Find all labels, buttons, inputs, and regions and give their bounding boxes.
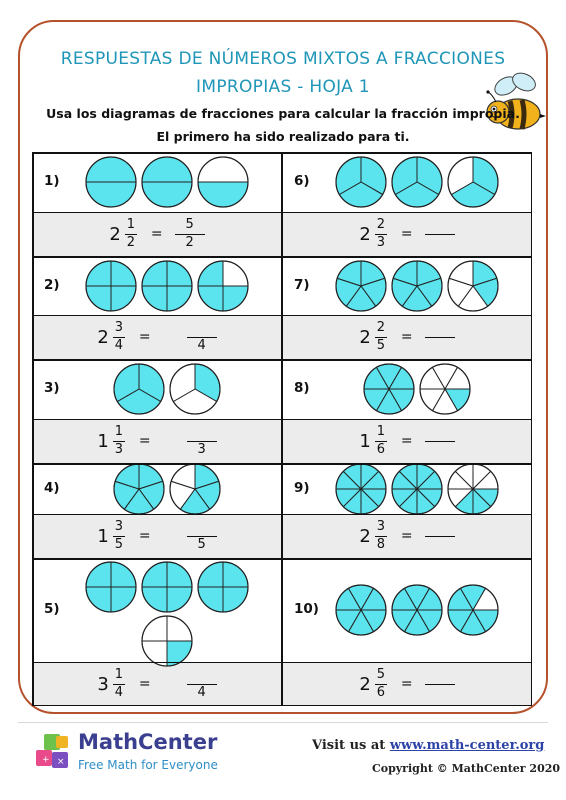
fraction-circle (446, 259, 500, 313)
equals-sign: = (400, 676, 413, 692)
whole-part: 1 (359, 430, 371, 452)
fraction-circle (84, 259, 138, 313)
brand-tagline: Free Math for Everyone (78, 758, 218, 772)
fraction-denominator: 5 (114, 537, 123, 552)
fraction-numerator: 1 (114, 667, 123, 682)
answer-denominator: 4 (197, 685, 206, 700)
fraction-numerator: 3 (114, 519, 123, 534)
fraction-circle (84, 155, 138, 209)
fraction-denominator: 4 (114, 685, 123, 700)
mixed-number-equation (32, 212, 282, 256)
fraction-diagram (84, 560, 250, 668)
mixed-number-equation (282, 662, 532, 706)
fraction-denominator: 8 (376, 537, 385, 552)
fraction-sector (142, 157, 192, 182)
answer-bar (425, 337, 455, 338)
problem-cell (32, 558, 282, 706)
fraction-circle (168, 462, 222, 516)
proper-fraction (113, 425, 125, 457)
fraction-denominator: 6 (376, 442, 385, 457)
fraction-denominator: 6 (376, 685, 385, 700)
whole-part: 2 (359, 525, 371, 547)
fraction-circle (140, 155, 194, 209)
problem-cell (282, 256, 532, 359)
worksheet-title-line2: IMPROPIAS - HOJA 1 (196, 77, 370, 97)
fraction-diagram (334, 155, 500, 209)
improper-fraction-answer (425, 328, 455, 346)
mixed-number-equation (32, 514, 282, 558)
grid-line (32, 359, 532, 361)
problem-cell (32, 359, 282, 463)
mixed-number-equation (32, 662, 282, 706)
proper-fraction (375, 520, 387, 552)
fraction-denominator: 5 (376, 338, 385, 353)
grid-line (32, 152, 34, 706)
problem-number: 4) (44, 479, 60, 496)
fraction-numerator: 1 (114, 424, 123, 439)
problem-number: 3) (44, 380, 60, 396)
grid-line (281, 152, 283, 706)
improper-fraction-answer (187, 321, 217, 353)
equals-sign: = (150, 226, 163, 242)
problem-cell (282, 463, 532, 558)
proper-fraction (125, 218, 137, 250)
mixed-number-equation (282, 419, 532, 463)
proper-fraction (113, 321, 125, 353)
fraction-circle (390, 583, 444, 637)
mixed-number-equation (32, 315, 282, 359)
fraction-circle (196, 560, 250, 614)
whole-part: 2 (109, 223, 121, 245)
mixed-number-equation (282, 212, 532, 256)
proper-fraction (375, 218, 387, 250)
problem-cell (32, 256, 282, 359)
improper-fraction-answer (425, 675, 455, 693)
instruction-line1: Usa los diagramas de fracciones para calcular la fracción impropia. (46, 106, 520, 121)
equals-sign: = (400, 329, 413, 345)
problem-cell (282, 152, 532, 256)
problem-number: 8) (294, 380, 310, 396)
fraction-circle (140, 560, 194, 614)
whole-part: 2 (359, 673, 371, 695)
fraction-sector (86, 157, 136, 182)
website-link[interactable]: www.math-center.org (389, 738, 545, 753)
problem-cell (282, 359, 532, 463)
grid-line (32, 212, 532, 213)
improper-fraction-answer (187, 425, 217, 457)
svg-text:×: × (57, 757, 65, 767)
proper-fraction (375, 321, 387, 353)
equals-sign: = (138, 433, 151, 449)
fraction-circle (418, 362, 472, 416)
problem-number: 1) (44, 173, 60, 189)
fraction-diagram (112, 362, 222, 416)
grid-line (32, 662, 532, 663)
fraction-denominator: 3 (114, 442, 123, 457)
fraction-circle (84, 560, 138, 614)
problem-number: 9) (294, 479, 310, 496)
proper-fraction (113, 668, 125, 700)
problem-number: 2) (44, 276, 60, 293)
improper-fraction-answer (425, 527, 455, 545)
fraction-numerator: 2 (376, 217, 385, 232)
grid-line (32, 315, 532, 316)
fraction-diagram (84, 259, 250, 313)
fraction-circle (390, 462, 444, 516)
equals-sign: = (138, 329, 151, 345)
equals-sign: = (400, 528, 413, 544)
fraction-diagram (334, 259, 500, 313)
visit-prefix: Visit us at (312, 738, 386, 753)
fraction-diagram (112, 462, 222, 516)
fraction-numerator: 5 (376, 667, 385, 682)
whole-part: 2 (359, 326, 371, 348)
grid-line (32, 419, 532, 420)
whole-part: 2 (97, 326, 109, 348)
fraction-numerator: 3 (376, 519, 385, 534)
problem-cell (32, 152, 282, 256)
answer-denominator: 3 (197, 442, 206, 457)
fraction-circle (390, 259, 444, 313)
equals-sign: = (138, 676, 151, 692)
fraction-numerator: 3 (114, 320, 123, 335)
fraction-diagram (334, 583, 500, 637)
fraction-numerator: 1 (126, 217, 135, 232)
mixed-number-equation (282, 514, 532, 558)
improper-fraction-answer (425, 225, 455, 243)
mixed-number-equation (282, 315, 532, 359)
problem-number: 5) (44, 601, 60, 617)
fraction-circle (334, 583, 388, 637)
fraction-denominator: 3 (376, 235, 385, 250)
fraction-sector (198, 157, 248, 182)
fraction-denominator: 4 (114, 338, 123, 353)
problem-cell (32, 463, 282, 558)
fraction-circle (334, 155, 388, 209)
grid-line (531, 152, 533, 706)
equals-sign: = (400, 433, 413, 449)
fraction-circle (140, 259, 194, 313)
fraction-circle (112, 462, 166, 516)
proper-fraction (375, 425, 387, 457)
fraction-circle (112, 362, 166, 416)
fraction-circle (390, 155, 444, 209)
proper-fraction (375, 668, 387, 700)
answer-bar (425, 536, 455, 537)
proper-fraction (113, 520, 125, 552)
improper-fraction-answer (187, 668, 217, 700)
fraction-diagram (84, 155, 250, 209)
fraction-circle (446, 155, 500, 209)
whole-part: 2 (359, 223, 371, 245)
whole-part: 1 (97, 525, 109, 547)
copyright-text: Copyright © MathCenter 2020 (372, 762, 561, 775)
grid-line (32, 463, 532, 465)
fraction-denominator: 2 (126, 235, 135, 250)
footer-divider (18, 722, 548, 723)
problem-number: 7) (294, 276, 310, 293)
answer-bar (425, 234, 455, 235)
fraction-diagram (334, 462, 500, 516)
fraction-circle (334, 462, 388, 516)
visit-text (312, 738, 544, 753)
mixed-number-equation (32, 419, 282, 463)
grid-line (32, 256, 532, 258)
fraction-circle (168, 362, 222, 416)
whole-part: 3 (97, 673, 109, 695)
mathcenter-logo-icon (34, 730, 72, 774)
fraction-circle (362, 362, 416, 416)
whole-part: 1 (97, 430, 109, 452)
fraction-circle (196, 155, 250, 209)
fraction-circle (446, 462, 500, 516)
answer-denominator: 2 (185, 235, 194, 250)
improper-fraction-answer (425, 432, 455, 450)
fraction-sector (198, 182, 248, 207)
svg-text:+: + (42, 755, 50, 765)
bee-mascot-icon (484, 68, 548, 138)
worksheet-title-line1: RESPUESTAS DE NÚMEROS MIXTOS A FRACCIONES (60, 49, 506, 69)
improper-fraction-answer (187, 520, 217, 552)
answer-denominator: 5 (197, 537, 206, 552)
instruction-line2: El primero ha sido realizado para ti. (156, 129, 410, 144)
fraction-circle (446, 583, 500, 637)
fraction-sector (86, 182, 136, 207)
problem-number: 6) (294, 173, 310, 189)
fraction-circle (334, 259, 388, 313)
answer-bar (425, 441, 455, 442)
fraction-circle (140, 614, 194, 668)
answer-denominator: 4 (197, 338, 206, 353)
brand-name: MathCenter (78, 730, 218, 754)
problem-number: 10) (294, 601, 319, 617)
grid-line (32, 558, 532, 560)
answer-bar (425, 684, 455, 685)
fraction-numerator: 2 (376, 320, 385, 335)
improper-fraction-answer (175, 218, 205, 250)
answer-numerator: 5 (185, 217, 194, 232)
equals-sign: = (400, 226, 413, 242)
grid-line (32, 514, 532, 515)
equals-sign: = (138, 528, 151, 544)
fraction-sector (142, 182, 192, 207)
fraction-diagram (362, 362, 472, 416)
fraction-circle (196, 259, 250, 313)
problem-grid (32, 152, 532, 706)
problem-cell (282, 558, 532, 706)
fraction-numerator: 1 (376, 424, 385, 439)
